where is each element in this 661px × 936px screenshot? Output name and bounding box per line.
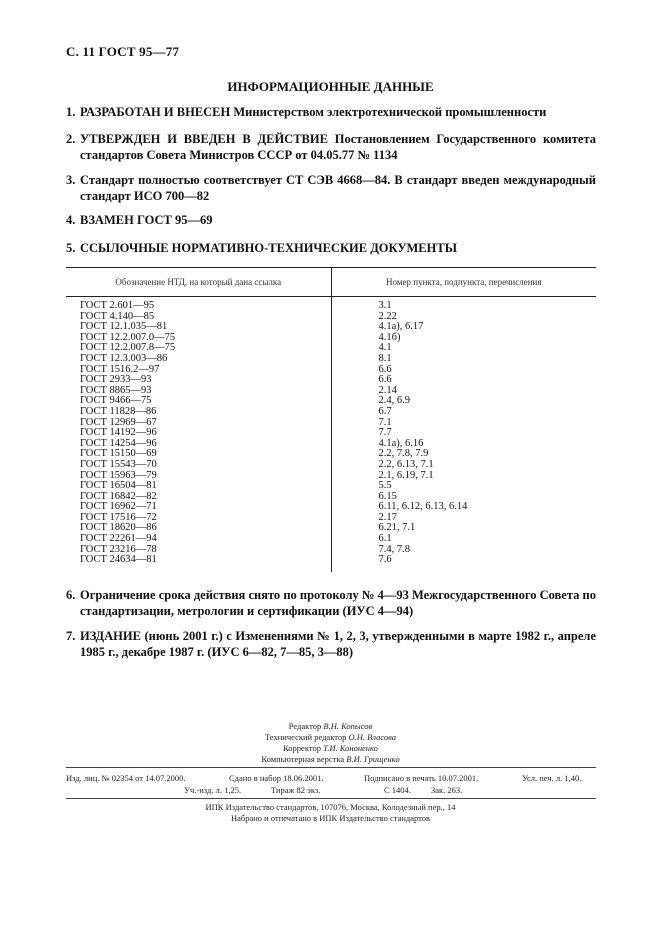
pub-print-run: Тираж 82 экз. (271, 785, 321, 795)
table-cell-document: ГОСТ 22261—94 (80, 533, 157, 545)
item-number: 4. (66, 213, 76, 227)
pub-order: Зак. 263. (431, 785, 463, 795)
item-number: 5. (66, 241, 76, 255)
info-item-5 (66, 240, 596, 256)
table-header (66, 268, 596, 297)
item-text: ИЗДАНИЕ (июнь 2001 г.) с Изменениями № 1, 2, 3, утвержденными в марте 1982 г., апреле 1985 г., декабре 1987 г. (ИУС 6—82, 7—85, 3—88) (80, 629, 596, 659)
info-item-4 (66, 212, 596, 228)
references-table (66, 267, 596, 572)
credit-line (0, 732, 661, 743)
pub-signed-date: Подписано в печать 10.07.2001. (364, 773, 479, 783)
table-cell-clause: 6.15 (378, 490, 397, 502)
table-cell-document: ГОСТ 15543—70 (80, 458, 157, 470)
table-body (66, 297, 596, 572)
table-cell-document: ГОСТ 12.2.007.0—75 (80, 331, 176, 343)
table-cell-clause: 6.6 (378, 374, 392, 386)
table-cell-document: ГОСТ 12.1.035—81 (80, 321, 168, 333)
pub-print-sheets: Усл. печ. л. 1,40. (522, 773, 582, 783)
credit-name: О.Н. Власова (348, 732, 397, 742)
column-header-clause: Номер пункта, подпункта, перечисления (386, 277, 542, 287)
credit-name: В.И. Грищенко (346, 754, 400, 764)
table-cell-document: ГОСТ 15150—69 (80, 448, 157, 460)
table-cell-clause: 2.14 (378, 384, 397, 396)
table-cell-document: ГОСТ 23216—78 (80, 543, 157, 555)
table-cell-document: ГОСТ 2933—93 (80, 374, 152, 386)
table-cell-document: ГОСТ 18620—86 (80, 522, 157, 534)
table-cell-clause: 4.1 (378, 342, 392, 354)
credit-role: Технический редактор (264, 732, 347, 742)
table-cell-clause: 6.7 (378, 405, 392, 417)
info-item-6 (66, 587, 596, 619)
divider (66, 798, 596, 799)
item-number: 6. (66, 588, 76, 602)
item-number: 2. (66, 132, 76, 146)
table-cell-document: ГОСТ 14254—96 (80, 437, 157, 449)
table-cell-document: ГОСТ 16842—82 (80, 490, 157, 502)
publisher-address: ИПК Издательство стандартов, 107076, Москва, Колодезный пер., 14 (205, 802, 456, 812)
item-text: ССЫЛОЧНЫЕ НОРМАТИВНО-ТЕХНИЧЕСКИЕ ДОКУМЕНТЫ (80, 241, 457, 255)
table-cell-document: ГОСТ 16962—71 (80, 501, 157, 513)
credit-line (0, 743, 661, 754)
table-cell-document: ГОСТ 24634—81 (80, 554, 157, 566)
pub-edit-sheets: Уч.-изд. л. 1,25. (184, 785, 242, 795)
column-header-document: Обозначение НТД, на который дана ссылка (66, 268, 332, 296)
table-cell-clause: 2.4, 6.9 (378, 395, 410, 407)
page-header: С. 11 ГОСТ 95—77 (66, 44, 180, 59)
credit-line (0, 721, 661, 732)
credit-role: Редактор (288, 721, 322, 731)
table-cell-document: ГОСТ 2.601—95 (80, 300, 155, 311)
table-cell-clause: 6.11, 6.12, 6.13, 6.14 (378, 501, 468, 513)
credit-role: Компьютерная верстка (261, 754, 345, 764)
pub-code: С 1404. (384, 785, 411, 795)
credit-name: В.Н. Копысов (323, 721, 373, 731)
item-number: 1. (66, 105, 76, 119)
table-cell-document: ГОСТ 12.2.007.8—75 (80, 342, 176, 354)
table-cell-clause: 4.1а), 6.16 (378, 437, 424, 449)
table-cell-clause: 6.1 (378, 533, 392, 545)
item-text: Ограничение срока действия снято по протоколу № 4—93 Межгосударственного Совета по стандартизации, метрологии и сертификации (ИУС 4—94) (80, 588, 596, 618)
table-cell-clause: 6.6 (378, 363, 392, 375)
item-text: УТВЕРЖДЕН И ВВЕДЕН В ДЕЙСТВИЕ Постановлением Государственного комитета стандартов Совета Министров СССР от 04.05.77 № 1134 (80, 132, 596, 162)
item-number: 7. (66, 629, 76, 643)
credit-role: Корректор (283, 743, 321, 753)
item-text: Стандарт полностью соответствует СТ СЭВ 4668—84. В стандарт введен международный стандарт ИСО 700—82 (80, 173, 596, 203)
table-cell-clause: 5.5 (378, 480, 392, 492)
table-cell-clause: 7.4, 7.8 (378, 543, 410, 555)
table-cell-clause: 2.1, 6.19, 7.1 (378, 469, 434, 481)
info-item-7 (66, 628, 596, 660)
table-cell-document: ГОСТ 1516.2—97 (80, 363, 160, 375)
pub-licence: Изд. лиц. № 02354 от 14.07.2000. (66, 773, 186, 783)
table-cell-document: ГОСТ 9466—75 (80, 395, 152, 407)
table-cell-clause: 2.2, 6.13, 7.1 (378, 458, 434, 470)
table-cell-clause: 4.1а), 6.17 (378, 321, 424, 333)
table-cell-clause: 2.22 (378, 310, 397, 322)
info-item-1 (66, 104, 596, 120)
table-cell-clause: 2.2, 7.8, 7.9 (378, 448, 429, 460)
table-cell-clause: 7.1 (378, 416, 392, 428)
table-cell-clause: 2.17 (378, 511, 397, 523)
document-column (66, 297, 332, 572)
divider (66, 767, 596, 768)
item-text: ВЗАМЕН ГОСТ 95—69 (80, 213, 213, 227)
table-cell-document: ГОСТ 16504—81 (80, 480, 157, 492)
table-cell-clause: 7.7 (378, 427, 392, 439)
table-cell-clause: 7.6 (378, 554, 392, 566)
table-cell-clause: 3.1 (378, 300, 392, 311)
table-cell-document: ГОСТ 15963—79 (80, 469, 157, 481)
credit-name: Т.И. Кононенко (323, 743, 378, 753)
info-item-3 (66, 172, 596, 204)
publisher-printer: Набрано и отпечатано в ИПК Издательство стандартов (230, 813, 431, 823)
credit-line (0, 754, 661, 765)
publisher-block (0, 802, 661, 824)
table-cell-clause: 4.1б) (378, 331, 401, 343)
clause-column (332, 297, 597, 572)
table-cell-document: ГОСТ 12.3.003—86 (80, 352, 168, 364)
item-text: РАЗРАБОТАН И ВНЕСЕН Министерством электротехнической промышленности (80, 105, 547, 119)
table-cell-document: ГОСТ 11828—86 (80, 405, 157, 417)
credits-block (0, 721, 661, 765)
table-cell-clause: 6.21, 7.1 (378, 522, 416, 534)
table-cell-document: ГОСТ 17516—72 (80, 511, 157, 523)
table-cell-document: ГОСТ 12969—67 (80, 416, 157, 428)
pub-typeset-date: Сдано в набор 18.06.2001. (229, 773, 324, 783)
table-cell-document: ГОСТ 8865—93 (80, 384, 152, 396)
table-cell-document: ГОСТ 4.140—85 (80, 310, 155, 322)
table-cell-clause: 8.1 (378, 352, 392, 364)
table-cell-document: ГОСТ 14192—96 (80, 427, 157, 439)
info-item-2 (66, 131, 596, 163)
page-title: ИНФОРМАЦИОННЫЕ ДАННЫЕ (227, 79, 434, 94)
item-number: 3. (66, 173, 76, 187)
